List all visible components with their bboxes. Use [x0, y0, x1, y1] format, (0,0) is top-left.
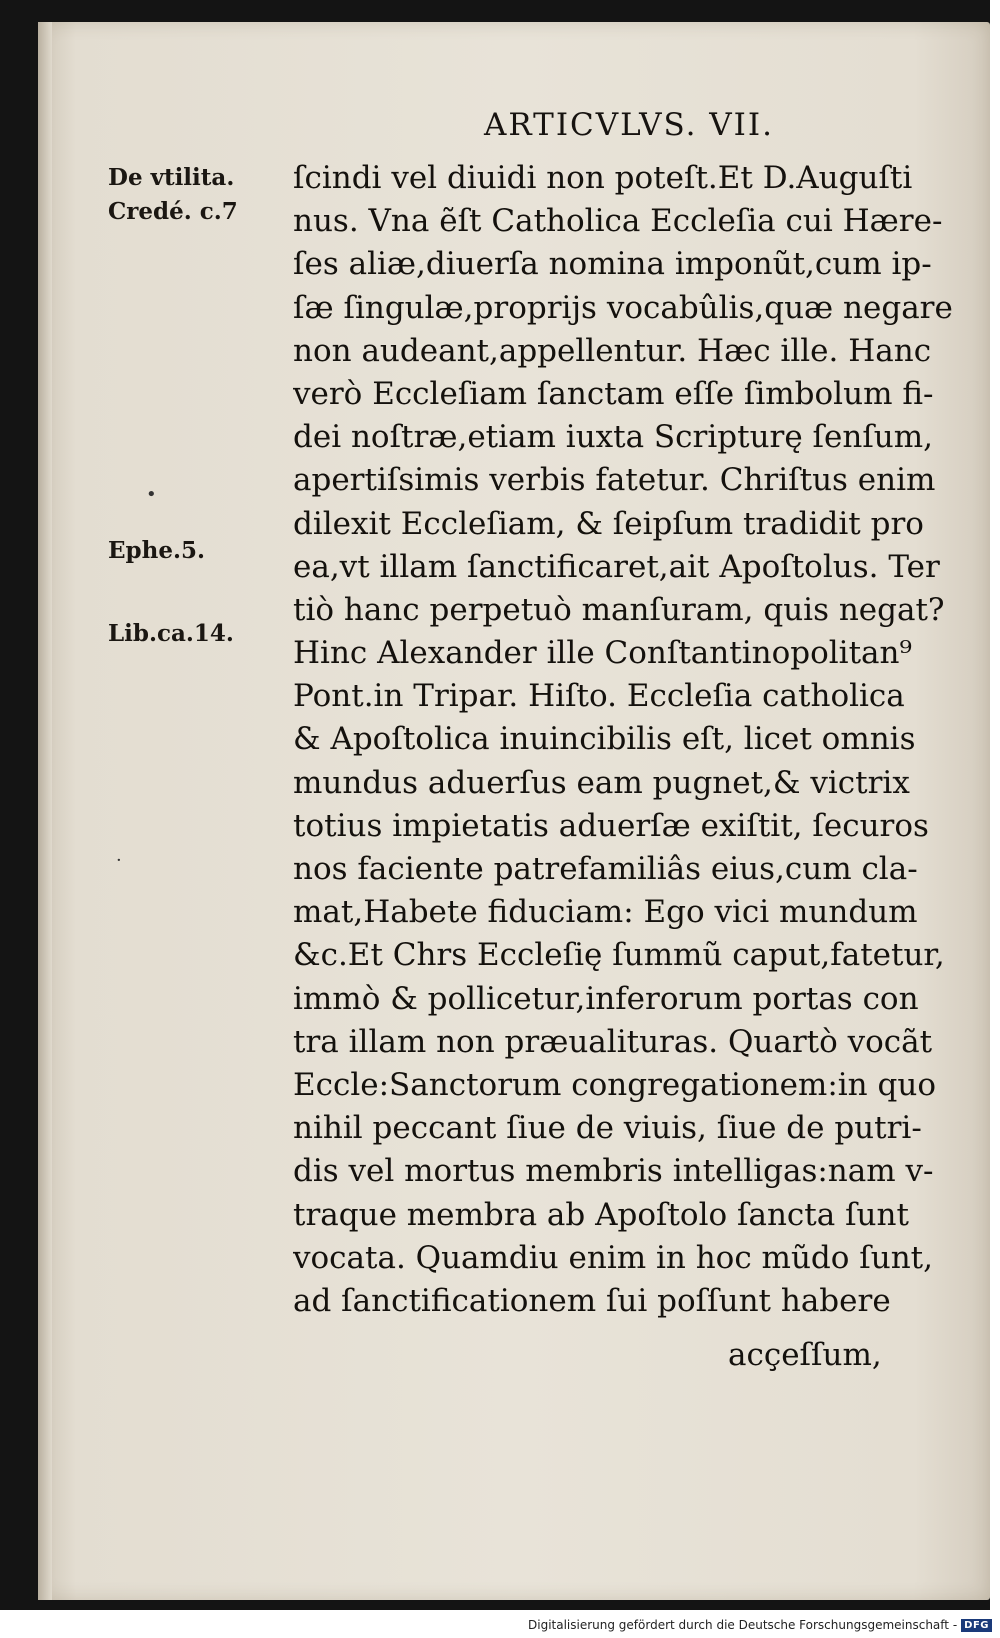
text-line: tiò hanc perpetuò manſuram, quis negat? [293, 591, 945, 628]
text-line: dis vel mortus membris intelligas:nam v- [293, 1153, 934, 1190]
marginal-note: Lib.ca.14. [108, 620, 234, 647]
text-line: nos faciente patrefamiliâs eius,cum cla- [293, 851, 918, 887]
text-line: apertiſsimis verbis fatetur. Chriſtus enim [293, 462, 936, 499]
text-line: Pont.in Tripar. Hiſto. Eccleſia catholica [293, 678, 905, 715]
text-line: & Apoſtolica inuincibilis eſt, licet omnis [293, 721, 916, 758]
credit-text: Digitalisierung gefördert durch die Deutsche Forschungsgemeinschaft - [528, 1618, 958, 1632]
running-header: ARTICVLVS. VII. [483, 107, 775, 143]
text-line: nihil peccant ſiue de viuis, ſiue de putri- [293, 1110, 922, 1147]
text-line: nus. Vna ẽſt Catholica Eccleſia cui Hære- [293, 203, 943, 240]
text-line: ſæ ſingulæ,proprijs vocabûlis,quæ negare [293, 289, 953, 326]
catchword: acçeſſum, [728, 1337, 882, 1373]
ink-mark: · [116, 850, 122, 871]
text-line: dilexit Eccleſiam, & ſeipſum tradidit pro [293, 505, 924, 542]
text-line: tra illam non præualituras. Quartò vocãt [293, 1023, 933, 1060]
text-line: Hinc Alexander ille Conſtantinopolitan⁹ [293, 635, 912, 672]
text-line: ſes aliæ,diuerſa nomina imponũt,cum ip- [293, 246, 932, 283]
book-page [38, 22, 990, 1600]
text-line: ſcindi vel diuidi non poteſt.Et D.Auguſti [293, 160, 913, 196]
text-line: traque membra ab Apoſtolo ſancta ſunt [293, 1196, 909, 1233]
ink-mark: • [146, 484, 157, 505]
text-line: Eccle:Sanctorum congregationem:in quo [293, 1066, 936, 1103]
text-line: totius impietatis aduerſæ exiſtit, ſecuros [293, 807, 929, 844]
body-text [293, 157, 953, 1323]
text-line: vocata. Quamdiu enim in hoc mũdo ſunt, [293, 1239, 933, 1276]
marginal-note: Credé. c.7 [108, 198, 238, 225]
text-line: dei noſtræ,etiam iuxta Scripturę ſenſum, [293, 419, 934, 456]
text-line: mundus aduerſus eam pugnet,& victrix [293, 764, 910, 801]
digitization-credit [528, 1618, 992, 1632]
text-line: ea,vt illam ſanctificaret,ait Apoſtolus. Ter [293, 548, 940, 585]
dfg-logo: DFG [961, 1619, 992, 1632]
text-line: &c.Et Chrs Eccleſię ſummũ caput,fatetur, [293, 937, 945, 974]
marginal-note: Ephe.5. [108, 537, 205, 564]
text-line: non audeant,appellentur. Hæc ille. Hanc [293, 332, 932, 369]
text-line: ad ſanctificationem ſui poſſunt habere [293, 1282, 891, 1319]
text-line: immò & pollicetur,inferorum portas con [293, 980, 919, 1017]
text-line: verò Eccleſiam ſanctam eſſe ſimbolum fi- [293, 375, 934, 412]
text-line: mat,Habete fiduciam: Ego vici mundum [293, 894, 918, 931]
marginal-note: De vtilita. [108, 164, 235, 191]
